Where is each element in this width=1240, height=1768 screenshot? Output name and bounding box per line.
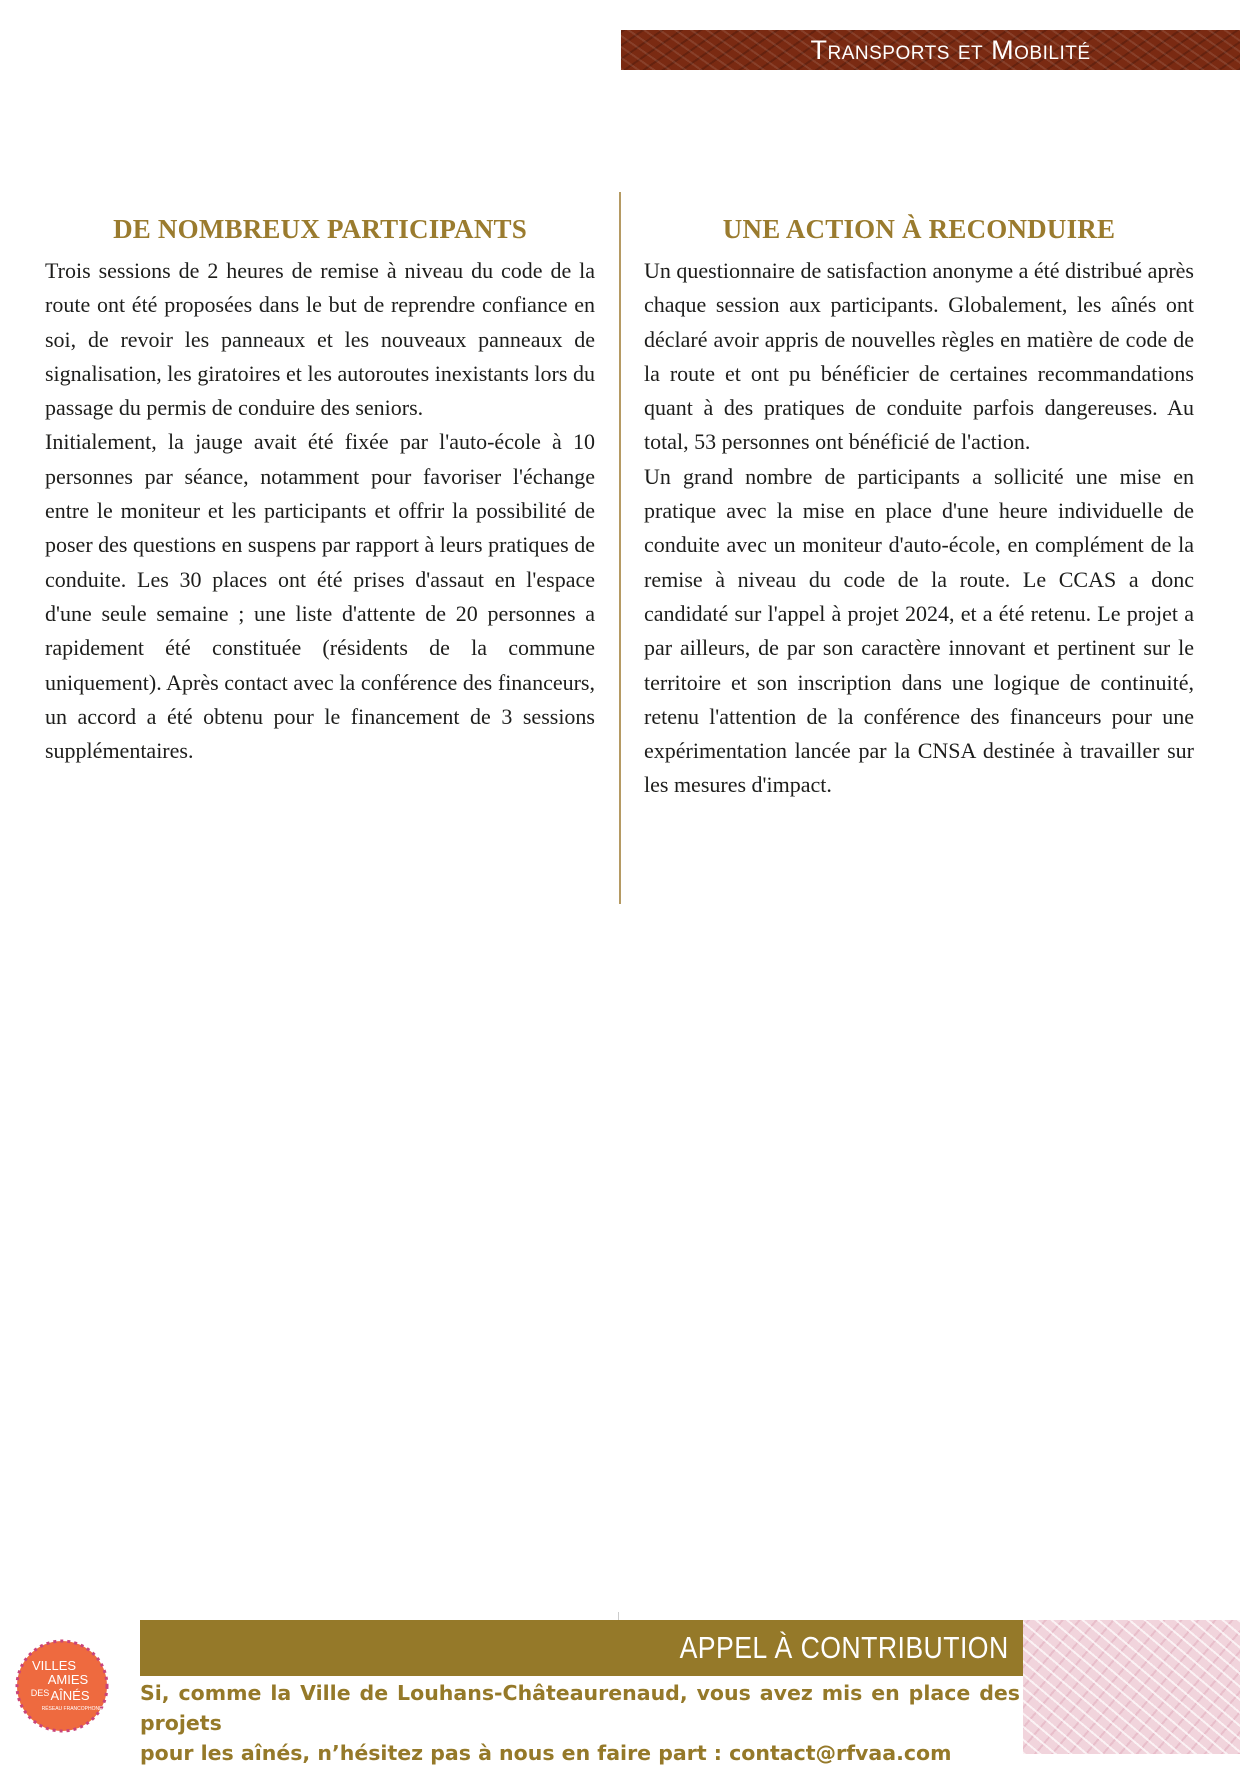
logo-text-aines: AÎNÉS	[50, 1688, 90, 1703]
right-paragraph-2: Un grand nombre de participants a sollicité une mise en pratique avec la mise en place d'une heure individuelle de conduite avec un moniteur d'auto-école, en complément de la remise à niveau du code de la route. Le CCAS a donc candidaté sur l'appel à projet 2024, et a été retenu. Le projet a par ailleurs, de par son caractère innovant et pertinent sur le territoire et son inscription dans une logique de continuité, retenu l'attention de la conférence des financeurs pour une expérimentation lancée par la CNSA destinée à travailler sur les mesures d'impact.	[644, 463, 1194, 798]
footer-title-bar	[140, 1620, 1023, 1676]
column-divider	[619, 192, 621, 904]
footer-text-line-1: Si, comme la Ville de Louhans-Châteaurenaud, vous avez mis en place des projets	[140, 1681, 1020, 1735]
left-column-heading: DE NOMBREUX PARTICIPANTS	[113, 214, 527, 244]
left-paragraph-2: Initialement, la jauge avait été fixée par l'auto-école à 10 personnes par séance, notamment pour favoriser l'échange entre le moniteur et les participants et offrir la possibilité de poser des questions en suspens par rapport à leurs pratiques de conduite. Les 30 places ont été prises d'assaut en l'espace d'une seule semaine ; une liste d'attente de 20 personnes a rapidement été constituée (résidents de la commune uniquement). Après contact avec la conférence des financeurs, un accord a été obtenu pour le financement de 3 sessions supplémentaires.	[45, 429, 595, 764]
section-title: Transports et Mobilité	[810, 34, 1091, 65]
right-column	[644, 210, 1194, 803]
footer-pattern	[1023, 1620, 1240, 1754]
logo-text-villes: VILLES	[31, 1658, 77, 1673]
footer-text-line-2: pour les aînés, n’hésitez pas à nous en faire part : contact@rfvaa.com	[140, 1741, 952, 1765]
villes-amies-des-aines-logo	[14, 1638, 110, 1734]
left-column	[45, 210, 595, 768]
logo-text-reseau: RÉSEAU FRANCOPHONE	[41, 1706, 103, 1712]
logo-text-des: DES	[30, 1688, 50, 1698]
left-paragraph-1: Trois sessions de 2 heures de remise à niveau du code de la route ont été proposées dans le but de reprendre confiance en soi, de revoir les panneaux et les nouveaux panneaux de signalisation, les giratoires et les autoroutes inexistants lors du passage du permis de conduire des seniors.	[45, 258, 595, 421]
footer-contribution-text	[140, 1678, 1020, 1768]
footer-divider	[618, 1612, 619, 1620]
section-banner	[621, 30, 1240, 70]
right-column-heading: UNE ACTION À RECONDUIRE	[722, 214, 1116, 244]
right-paragraph-1: Un questionnaire de satisfaction anonyme a été distribué après chaque session aux participants. Globalement, les aînés ont déclaré avoir appris de nouvelles règles en matière de code de la route et ont pu bénéficier de certaines recommandations quant à des pratiques de conduite parfois dangereuses. Au total, 53 personnes ont bénéficié de l'action.	[644, 258, 1194, 455]
footer-title: APPEL À CONTRIBUTION	[679, 1630, 1009, 1665]
logo-text-amies: AMIES	[47, 1672, 89, 1687]
